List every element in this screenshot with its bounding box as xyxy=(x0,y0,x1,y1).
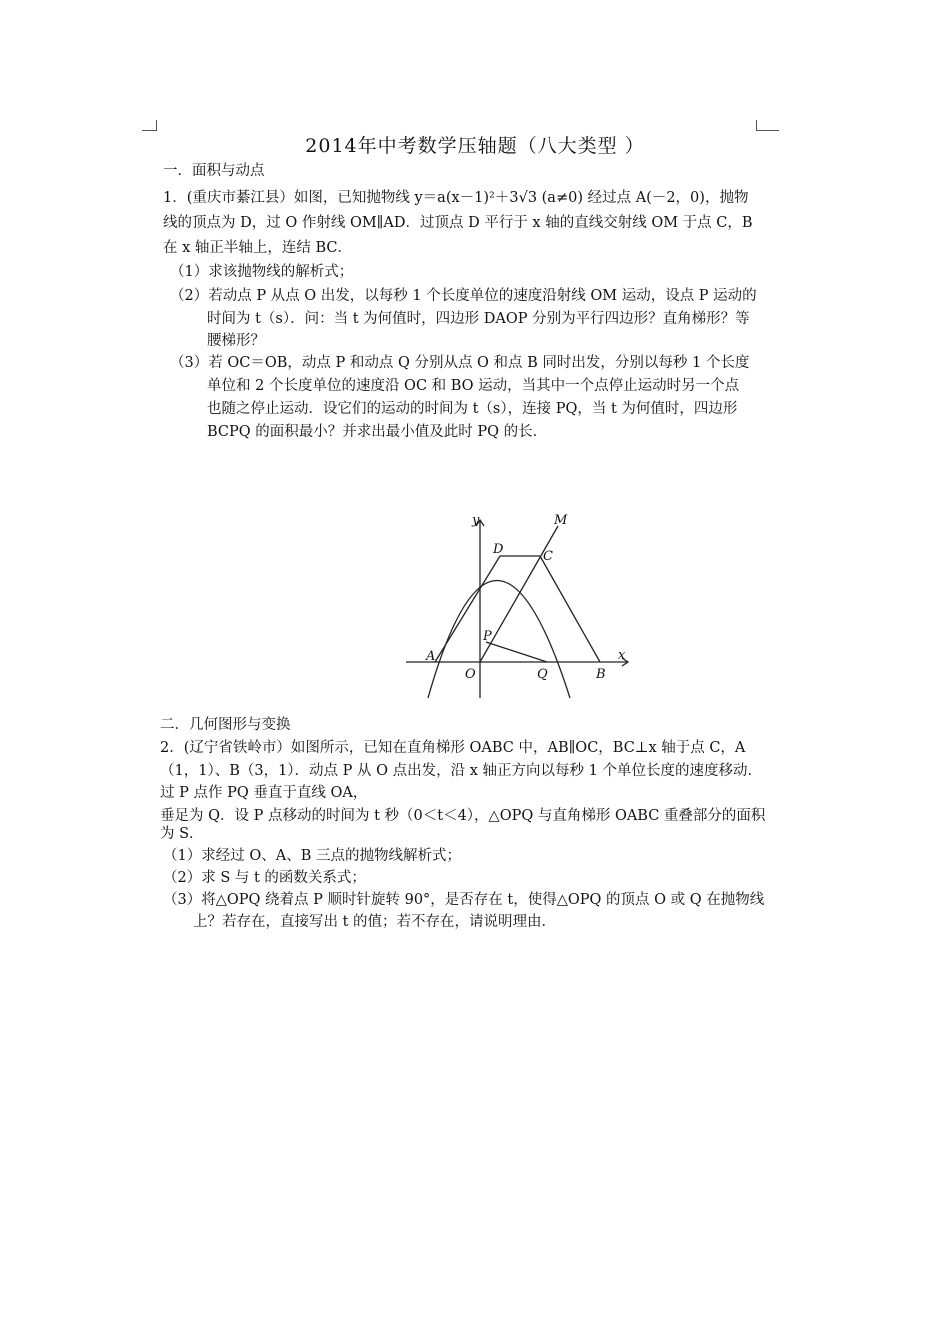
label-o: O xyxy=(465,667,476,682)
section2-heading: 二．几何图形与变换 xyxy=(160,717,291,733)
problem2-question3-line2: 上？若存在，直接写出 t 的值；若不存在，请说明理由． xyxy=(193,914,557,930)
problem1-question2-line2: 时间为 t（s）．问：当 t 为何值时，四边形 DAOP 分别为平行四边形？直角梯形？等 xyxy=(207,311,750,327)
label-a: A xyxy=(426,649,436,664)
problem2-line3: 过 P 点作 PQ 垂直于直线 OA， xyxy=(160,785,368,801)
problem2-question2: （2）求 S 与 t 的函数关系式； xyxy=(163,870,366,886)
problem1-line1: 1．(重庆市綦江县）如图，已知抛物线 y＝a(x－1)²＋3√3 (a≠0) 经过点 A(－2，0)，抛物 xyxy=(163,190,749,206)
label-c: C xyxy=(543,549,553,564)
label-p: P xyxy=(483,629,492,644)
segment-pq xyxy=(486,642,547,662)
problem2-question3-line1: （3）将△OPQ 绕着点 P 顺时针旋转 90°，是否存在 t，使得△OPQ 的顶点 O 或 Q 在抛物线 xyxy=(163,892,765,908)
problem2-line1: 2．(辽宁省铁岭市）如图所示，已知在直角梯形 OABC 中，AB∥OC，BC⊥x 轴于点 C，A xyxy=(160,740,746,756)
parabola-figure xyxy=(400,508,640,708)
crop-mark-top-right xyxy=(756,120,779,131)
problem1-question3-line2: 单位和 2 个长度单位的速度沿 OC 和 BO 运动，当其中一个点停止运动时另一个点 xyxy=(207,378,740,394)
label-q: Q xyxy=(537,667,548,682)
problem2-line5: 为 S． xyxy=(160,826,204,842)
segment-cb xyxy=(540,556,600,662)
crop-mark-top-left xyxy=(142,120,157,131)
problem1-line2: 线的顶点为 D，过 O 作射线 OM∥AD．过顶点 D 平行于 x 轴的直线交射线 OM 于点 C，B xyxy=(163,215,753,231)
problem1-question3-line3: 也随之停止运动．设它们的运动的时间为 t（s），连接 PQ，当 t 为何值时，四边形 xyxy=(207,401,738,417)
label-d: D xyxy=(493,542,504,557)
label-y: y xyxy=(472,513,480,528)
label-m: M xyxy=(554,513,568,528)
problem1-question3-line4: BCPQ 的面积最小？并求出最小值及此时 PQ 的长． xyxy=(207,424,548,440)
problem1-question2-line1: （2）若动点 P 从点 O 出发，以每秒 1 个长度单位的速度沿射线 OM 运动，设点 P 运动的 xyxy=(170,288,757,304)
problem2-line2: （1，1）、B（3，1）．动点 P 从 O 点出发，沿 x 轴正方向以每秒 1 个单位长度的速度移动． xyxy=(160,763,762,779)
problem1-question1: （1）求该抛物线的解析式； xyxy=(170,264,354,280)
problem2-line4: 垂足为 Q．设 P 点移动的时间为 t 秒（0＜t＜4），△OPQ 与直角梯形 OABC 重叠部分的面积 xyxy=(160,808,766,824)
page-title: 2014年中考数学压轴题（八大类型 ） xyxy=(305,135,645,157)
problem2-question1: （1）求经过 O、A、B 三点的抛物线解析式； xyxy=(163,848,461,864)
line-ad xyxy=(435,556,500,662)
label-b: B xyxy=(596,667,606,682)
problem1-question2-line3: 腰梯形？ xyxy=(207,333,265,349)
problem1-line3: 在 x 轴正半轴上，连结 BC． xyxy=(163,240,353,256)
problem1-question3-line1: （3）若 OC＝OB，动点 P 和动点 Q 分别从点 O 和点 B 同时出发，分别以每秒 1 个长度 xyxy=(170,355,750,371)
section1-heading: 一．面积与动点 xyxy=(163,163,265,179)
label-x: x xyxy=(618,648,626,663)
